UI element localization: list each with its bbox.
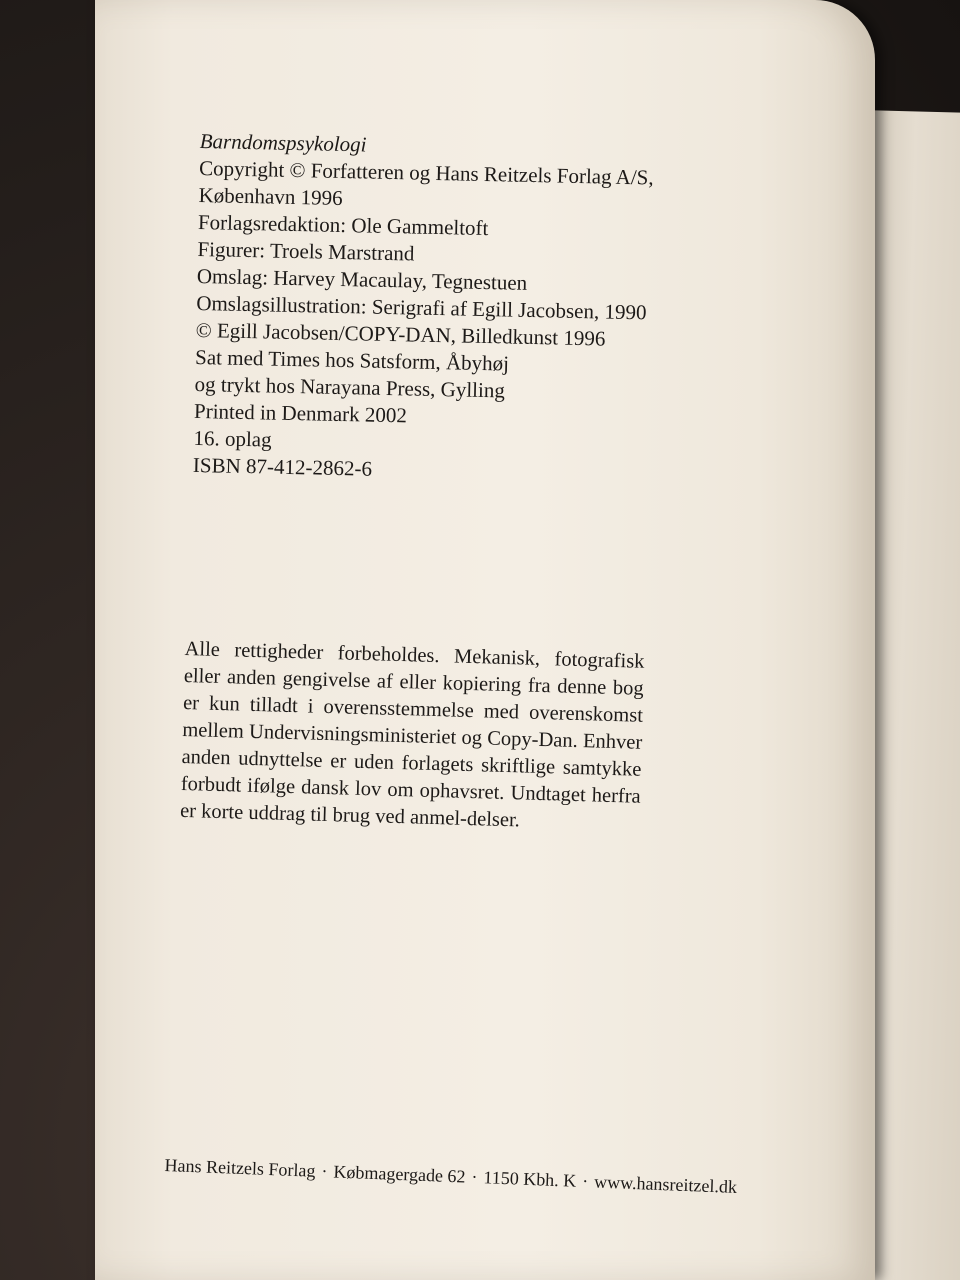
- book-title: Barndomspsykologi: [199, 128, 367, 157]
- cover-illustration-line: Omslagsillustration: Serigrafi af Egill Jacobsen, 1990: [196, 290, 647, 325]
- copyright-line: Copyright © Forfatteren og Hans Reitzels Forlag A/S,: [198, 155, 654, 190]
- footer-publisher: Hans Reitzels Forlag: [164, 1155, 316, 1181]
- colophon-block: [193, 128, 720, 490]
- edition-line: 16. oplag: [193, 425, 272, 452]
- isbn-line: ISBN 87-412-2862-6: [192, 452, 373, 481]
- footer-website: www.hansreitzel.dk: [593, 1171, 738, 1197]
- footer-separator: ·: [581, 1171, 589, 1192]
- figures-line: Figurer: Troels Marstrand: [197, 236, 415, 266]
- cover-line: Omslag: Harvey Macaulay, Tegnestuen: [196, 263, 528, 295]
- publisher-footer: [164, 1155, 737, 1198]
- place-year-line: København 1996: [198, 182, 343, 210]
- footer-address: Købmagergade 62: [333, 1161, 466, 1187]
- illustration-copyright-line: © Egill Jacobsen/COPY-DAN, Billedkunst 1996: [195, 317, 606, 351]
- printer-line: og trykt hos Narayana Press, Gylling: [194, 371, 506, 403]
- book-page: [95, 0, 875, 1280]
- printed-in-line: Printed in Denmark 2002: [193, 398, 408, 428]
- footer-postal: 1150 Kbh. K: [483, 1167, 577, 1191]
- rights-notice: Alle rettigheder forbeholdes. Mekanisk, fotografisk eller anden gengivelse af eller kopiering fra denne bog er kun tilladt i overensstemmelse med overenskomst mellem Undervisningsministeriet og Copy-Dan. Enhver anden udnyttelse er uden forlagets skriftlige samtykke forbudt ifølge dansk lov om ophavsret. Undtaget herfra er korte uddrag til brug ved anmel-delser.: [179, 637, 645, 832]
- footer-separator: ·: [321, 1161, 328, 1182]
- typeset-line: Sat med Times hos Satsform, Åbyhøj: [194, 344, 510, 376]
- footer-separator: ·: [471, 1166, 478, 1188]
- editor-line: Forlagsredaktion: Ole Gammeltoft: [197, 209, 489, 241]
